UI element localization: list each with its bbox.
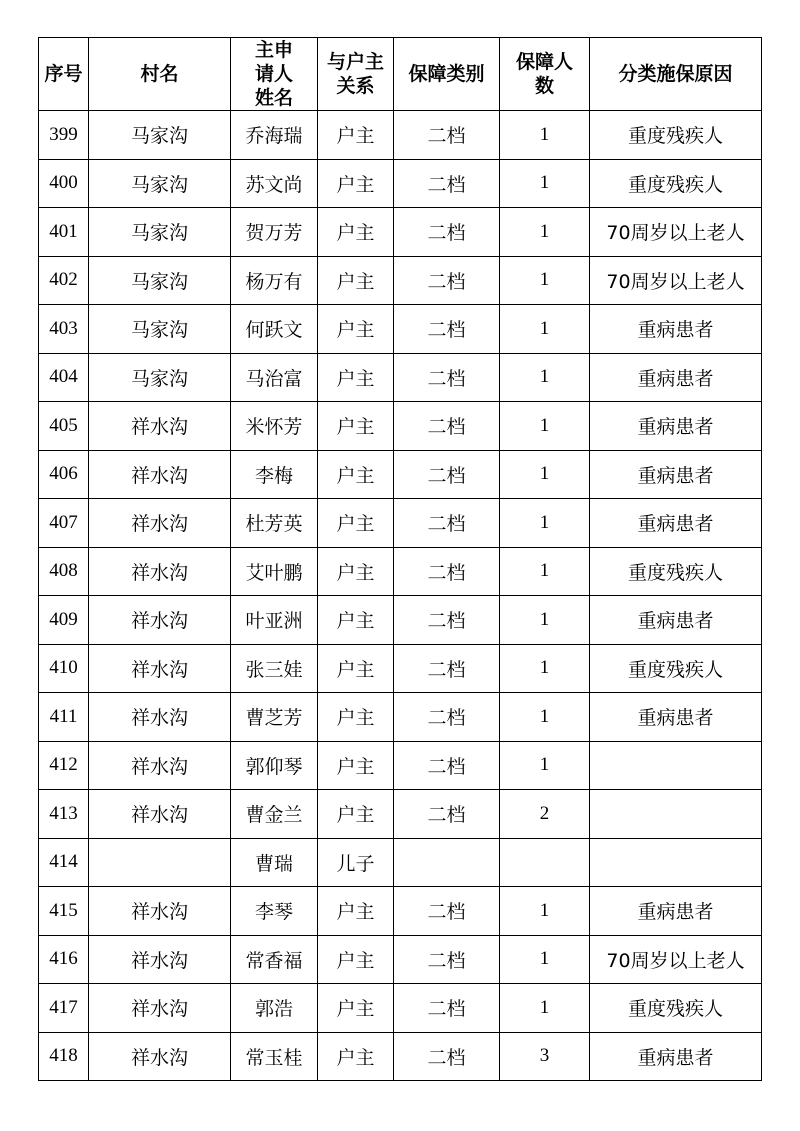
cell-category: 二档 xyxy=(394,741,500,790)
cell-applicant-name: 何跃文 xyxy=(231,305,318,354)
cell-village: 祥水沟 xyxy=(89,935,231,984)
cell-reason: 重度残疾人 xyxy=(590,159,762,208)
cell-count xyxy=(500,838,590,887)
table-row xyxy=(39,256,762,305)
cell-category: 二档 xyxy=(394,887,500,936)
cell-reason: 重病患者 xyxy=(590,499,762,548)
cell-applicant-name: 李琴 xyxy=(231,887,318,936)
cell-applicant-name: 马治富 xyxy=(231,353,318,402)
cell-category: 二档 xyxy=(394,305,500,354)
cell-reason: 重度残疾人 xyxy=(590,644,762,693)
cell-village: 马家沟 xyxy=(89,208,231,257)
table-row xyxy=(39,790,762,839)
cell-category: 二档 xyxy=(394,935,500,984)
cell-category: 二档 xyxy=(394,1032,500,1081)
table-row xyxy=(39,741,762,790)
cell-applicant-name: 曹金兰 xyxy=(231,790,318,839)
cell-reason: 重病患者 xyxy=(590,596,762,645)
cell-relation: 户主 xyxy=(318,256,394,305)
cell-category: 二档 xyxy=(394,596,500,645)
cell-count: 1 xyxy=(500,402,590,451)
cell-reason xyxy=(590,790,762,839)
cell-relation: 户主 xyxy=(318,450,394,499)
cell-relation: 户主 xyxy=(318,984,394,1033)
cell-reason: 重病患者 xyxy=(590,450,762,499)
cell-applicant-name: 杨万有 xyxy=(231,256,318,305)
table-row xyxy=(39,353,762,402)
table-row xyxy=(39,596,762,645)
cell-count: 1 xyxy=(500,111,590,160)
cell-seq: 408 xyxy=(39,547,89,596)
table-row xyxy=(39,1032,762,1081)
table-row xyxy=(39,547,762,596)
cell-category: 二档 xyxy=(394,693,500,742)
cell-category: 二档 xyxy=(394,450,500,499)
cell-applicant-name: 张三娃 xyxy=(231,644,318,693)
header-applicant: 主申请人姓名 xyxy=(231,38,318,111)
header-reason: 分类施保原因 xyxy=(590,38,762,111)
table-body xyxy=(39,111,762,1081)
cell-reason: 重度残疾人 xyxy=(590,984,762,1033)
cell-seq: 404 xyxy=(39,353,89,402)
cell-count: 3 xyxy=(500,1032,590,1081)
cell-seq: 403 xyxy=(39,305,89,354)
cell-applicant-name: 郭浩 xyxy=(231,984,318,1033)
cell-applicant-name: 曹瑞 xyxy=(231,838,318,887)
cell-seq: 401 xyxy=(39,208,89,257)
cell-village: 祥水沟 xyxy=(89,644,231,693)
table-row xyxy=(39,450,762,499)
cell-category: 二档 xyxy=(394,790,500,839)
cell-village: 马家沟 xyxy=(89,159,231,208)
cell-village: 祥水沟 xyxy=(89,984,231,1033)
cell-village: 祥水沟 xyxy=(89,741,231,790)
cell-reason: 重度残疾人 xyxy=(590,547,762,596)
cell-applicant-name: 乔海瑞 xyxy=(231,111,318,160)
cell-count: 2 xyxy=(500,790,590,839)
header-row xyxy=(39,38,762,111)
cell-village: 祥水沟 xyxy=(89,450,231,499)
cell-relation: 户主 xyxy=(318,790,394,839)
cell-seq: 409 xyxy=(39,596,89,645)
table-row xyxy=(39,935,762,984)
table-row xyxy=(39,111,762,160)
cell-relation: 户主 xyxy=(318,935,394,984)
cell-seq: 406 xyxy=(39,450,89,499)
cell-count: 1 xyxy=(500,353,590,402)
cell-reason: 重度残疾人 xyxy=(590,111,762,160)
cell-reason: 重病患者 xyxy=(590,305,762,354)
cell-seq: 417 xyxy=(39,984,89,1033)
cell-relation: 户主 xyxy=(318,111,394,160)
cell-relation: 户主 xyxy=(318,547,394,596)
table-row xyxy=(39,402,762,451)
cell-applicant-name: 郭仰琴 xyxy=(231,741,318,790)
cell-category: 二档 xyxy=(394,402,500,451)
cell-reason: 70周岁以上老人 xyxy=(590,256,762,305)
cell-relation: 户主 xyxy=(318,1032,394,1081)
cell-count: 1 xyxy=(500,450,590,499)
cell-seq: 399 xyxy=(39,111,89,160)
cell-seq: 414 xyxy=(39,838,89,887)
cell-village: 马家沟 xyxy=(89,111,231,160)
cell-village: 马家沟 xyxy=(89,353,231,402)
cell-relation: 户主 xyxy=(318,159,394,208)
table-header xyxy=(39,38,762,111)
cell-seq: 402 xyxy=(39,256,89,305)
cell-village: 马家沟 xyxy=(89,305,231,354)
header-relation: 与户主关系 xyxy=(318,38,394,111)
cell-reason: 重病患者 xyxy=(590,887,762,936)
cell-applicant-name: 米怀芳 xyxy=(231,402,318,451)
cell-count: 1 xyxy=(500,984,590,1033)
header-village: 村名 xyxy=(89,38,231,111)
cell-village: 祥水沟 xyxy=(89,1032,231,1081)
cell-category: 二档 xyxy=(394,111,500,160)
cell-seq: 410 xyxy=(39,644,89,693)
cell-relation: 户主 xyxy=(318,693,394,742)
table-row xyxy=(39,159,762,208)
cell-relation: 户主 xyxy=(318,596,394,645)
cell-count: 1 xyxy=(500,499,590,548)
cell-relation: 户主 xyxy=(318,644,394,693)
cell-seq: 413 xyxy=(39,790,89,839)
table-row xyxy=(39,693,762,742)
cell-count: 1 xyxy=(500,547,590,596)
cell-village: 祥水沟 xyxy=(89,693,231,742)
cell-applicant-name: 曹芝芳 xyxy=(231,693,318,742)
table-row xyxy=(39,984,762,1033)
table-row xyxy=(39,499,762,548)
cell-category: 二档 xyxy=(394,984,500,1033)
cell-count: 1 xyxy=(500,208,590,257)
cell-applicant-name: 贺万芳 xyxy=(231,208,318,257)
cell-seq: 411 xyxy=(39,693,89,742)
cell-count: 1 xyxy=(500,644,590,693)
cell-village: 祥水沟 xyxy=(89,790,231,839)
table-row xyxy=(39,838,762,887)
table-row xyxy=(39,887,762,936)
cell-category: 二档 xyxy=(394,499,500,548)
cell-reason: 70周岁以上老人 xyxy=(590,935,762,984)
header-count: 保障人数 xyxy=(500,38,590,111)
cell-village: 马家沟 xyxy=(89,256,231,305)
cell-category: 二档 xyxy=(394,547,500,596)
header-seq: 序号 xyxy=(39,38,89,111)
cell-seq: 405 xyxy=(39,402,89,451)
cell-reason: 重病患者 xyxy=(590,353,762,402)
cell-village xyxy=(89,838,231,887)
cell-village: 祥水沟 xyxy=(89,499,231,548)
cell-seq: 416 xyxy=(39,935,89,984)
cell-count: 1 xyxy=(500,159,590,208)
cell-village: 祥水沟 xyxy=(89,887,231,936)
cell-category: 二档 xyxy=(394,644,500,693)
cell-seq: 412 xyxy=(39,741,89,790)
cell-category: 二档 xyxy=(394,208,500,257)
cell-relation: 户主 xyxy=(318,353,394,402)
cell-seq: 415 xyxy=(39,887,89,936)
cell-count: 1 xyxy=(500,305,590,354)
cell-relation: 户主 xyxy=(318,305,394,354)
cell-category: 二档 xyxy=(394,159,500,208)
cell-reason: 70周岁以上老人 xyxy=(590,208,762,257)
cell-reason xyxy=(590,838,762,887)
cell-seq: 418 xyxy=(39,1032,89,1081)
cell-relation: 户主 xyxy=(318,208,394,257)
cell-relation: 户主 xyxy=(318,402,394,451)
cell-reason: 重病患者 xyxy=(590,1032,762,1081)
table-row xyxy=(39,305,762,354)
cell-applicant-name: 杜芳英 xyxy=(231,499,318,548)
cell-count: 1 xyxy=(500,596,590,645)
cell-reason xyxy=(590,741,762,790)
cell-village: 祥水沟 xyxy=(89,402,231,451)
cell-applicant-name: 李梅 xyxy=(231,450,318,499)
cell-relation: 儿子 xyxy=(318,838,394,887)
cell-category: 二档 xyxy=(394,256,500,305)
table-row xyxy=(39,208,762,257)
cell-village: 祥水沟 xyxy=(89,596,231,645)
cell-applicant-name: 苏文尚 xyxy=(231,159,318,208)
cell-count: 1 xyxy=(500,256,590,305)
cell-applicant-name: 常香福 xyxy=(231,935,318,984)
assistance-roster-table xyxy=(38,37,762,1081)
cell-relation: 户主 xyxy=(318,499,394,548)
cell-applicant-name: 常玉桂 xyxy=(231,1032,318,1081)
cell-reason: 重病患者 xyxy=(590,693,762,742)
cell-category xyxy=(394,838,500,887)
cell-relation: 户主 xyxy=(318,887,394,936)
cell-count: 1 xyxy=(500,935,590,984)
cell-category: 二档 xyxy=(394,353,500,402)
cell-relation: 户主 xyxy=(318,741,394,790)
cell-village: 祥水沟 xyxy=(89,547,231,596)
header-category: 保障类别 xyxy=(394,38,500,111)
cell-seq: 400 xyxy=(39,159,89,208)
cell-count: 1 xyxy=(500,693,590,742)
cell-count: 1 xyxy=(500,887,590,936)
cell-seq: 407 xyxy=(39,499,89,548)
cell-applicant-name: 艾叶鹏 xyxy=(231,547,318,596)
cell-count: 1 xyxy=(500,741,590,790)
table-row xyxy=(39,644,762,693)
cell-reason: 重病患者 xyxy=(590,402,762,451)
cell-applicant-name: 叶亚洲 xyxy=(231,596,318,645)
